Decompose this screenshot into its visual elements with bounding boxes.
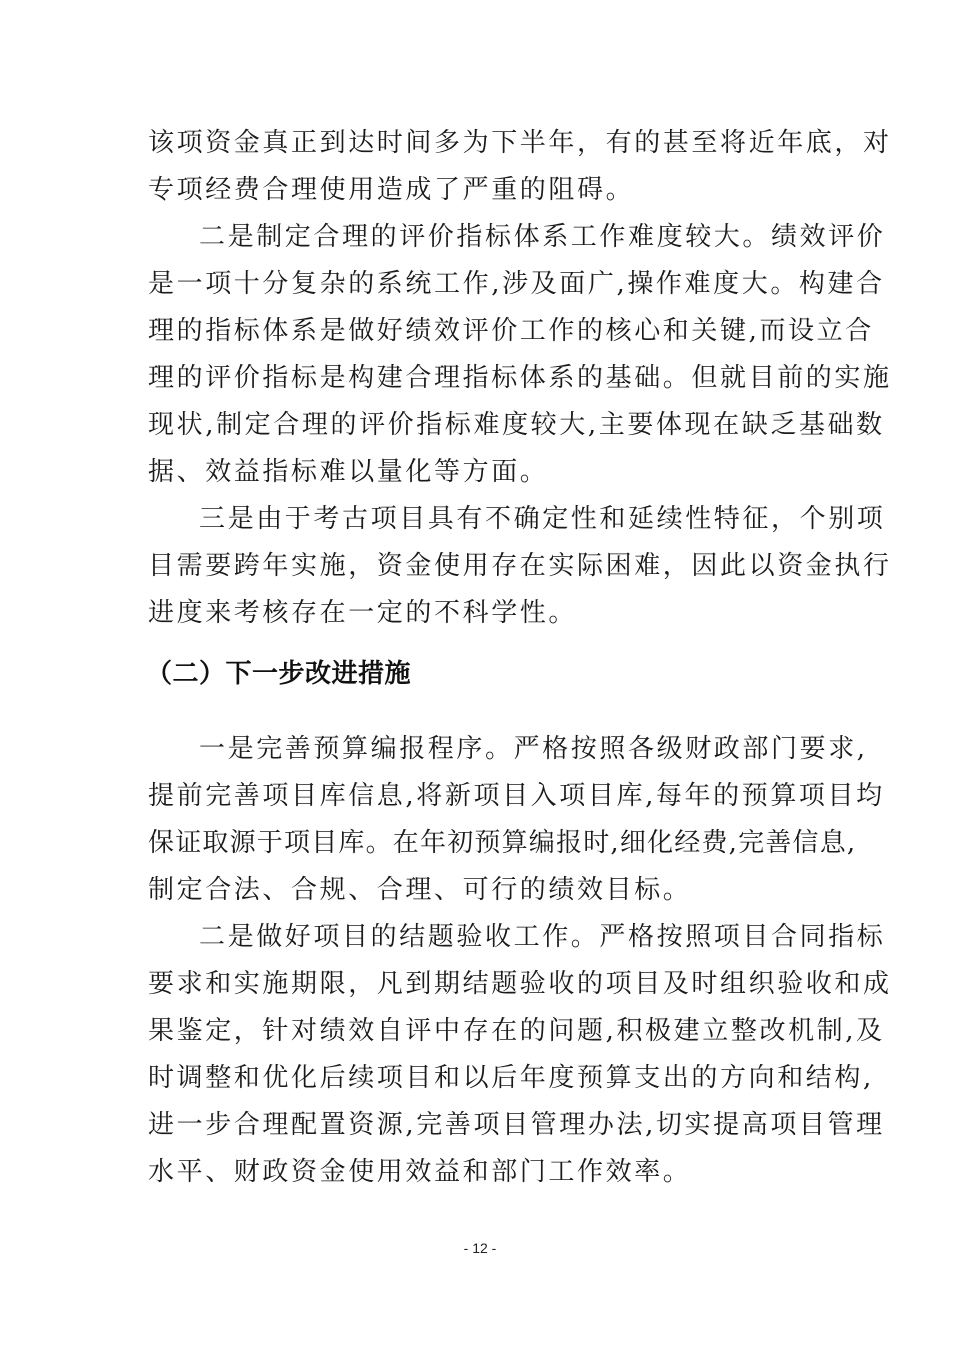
body-text-line: 进一步合理配置资源,完善项目管理办法,切实提高项目管理 [148,1110,885,1140]
body-text-line: 该项资金真正到达时间多为下半年，有的甚至将近年底，对 [148,128,892,158]
body-text-line: 理的指标体系是做好绩效评价工作的核心和关键,而设立合 [148,316,874,346]
body-text-line: 提前完善项目库信息,将新项目入项目库,每年的预算项目均 [148,781,885,811]
body-text-line: 果鉴定，针对绩效自评中存在的问题,积极建立整改机制,及 [148,1016,885,1046]
paragraph-start-line: 二是制定合理的评价指标体系工作难度较大。绩效评价 [199,222,886,252]
body-text-line: 是一项十分复杂的系统工作,涉及面广,操作难度大。构建合 [148,269,885,299]
paragraph-start-line: 二是做好项目的结题验收工作。严格按照项目合同指标 [199,922,886,952]
page-number: - 12 - [463,1240,497,1256]
body-text-line: 据、效益指标难以量化等方面。 [148,457,549,487]
body-text-line: 专项经费合理使用造成了严重的阻碍。 [148,175,635,205]
paragraph-start-line: 一是完善预算编报程序。严格按照各级财政部门要求, [199,734,868,764]
body-text-line: 制定合法、合规、合理、可行的绩效目标。 [148,875,692,905]
body-text-line: 理的评价指标是构建合理指标体系的基础。但就目前的实施 [148,363,892,393]
paragraph-start-line: 三是由于考古项目具有不确定性和延续性特征，个别项 [199,504,886,534]
section-heading: （二）下一步改进措施 [146,659,412,689]
body-text-line: 时调整和优化后续项目和以后年度预算支出的方向和结构, [148,1063,874,1093]
body-text-line: 进度来考核存在一定的不科学性。 [148,598,578,628]
body-text-line: 目需要跨年实施，资金使用存在实际困难，因此以资金执行 [148,551,892,581]
body-text-line: 水平、财政资金使用效益和部门工作效率。 [148,1157,692,1187]
body-text-line: 要求和实施期限，凡到期结题验收的项目及时组织验收和成 [148,969,892,999]
body-text-line: 保证取源于项目库。在年初预算编报时,细化经费,完善信息, [148,828,857,858]
body-text-line: 现状,制定合理的评价指标难度较大,主要体现在缺乏基础数 [148,410,885,440]
